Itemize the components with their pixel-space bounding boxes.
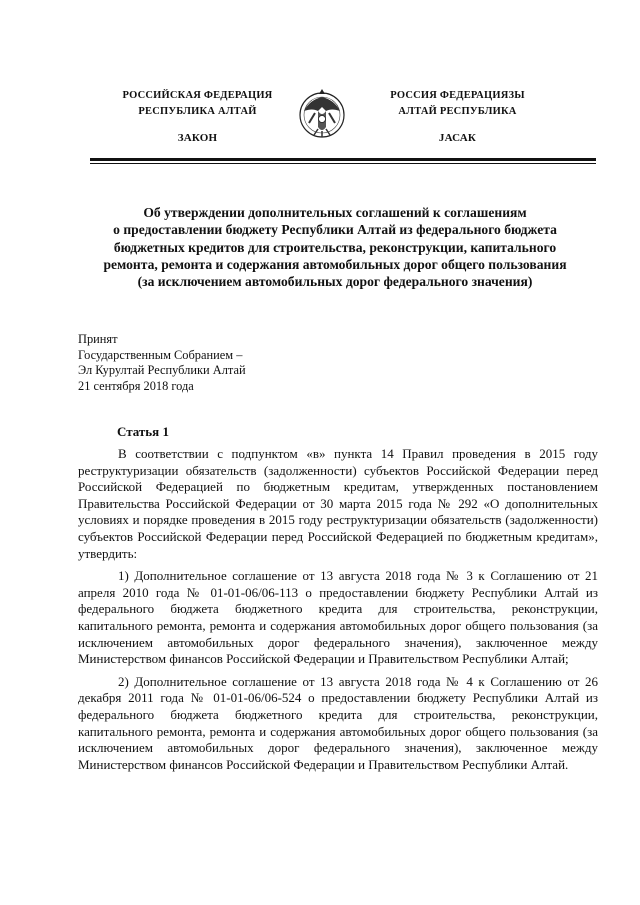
title-line: Об утверждении дополнительных соглашений к соглашениям — [143, 205, 527, 220]
title-line: ремонта, ремонта и содержания автомобильных дорог общего пользования — [103, 256, 567, 272]
adoption-line: Принят — [78, 332, 118, 346]
header-left — [110, 88, 285, 146]
title-line: бюджетных кредитов для строительства, реконструкции, капитального — [113, 239, 557, 255]
article-heading: Статья 1 — [117, 424, 169, 439]
header-left-line-2: РЕСПУБЛИКА АЛТАЙ — [138, 106, 257, 117]
header-right-line-1: РОССИЯ ФЕДЕРАЦИЯЗЫ — [390, 90, 525, 101]
title-line: (за исключением автомобильных дорог федерального значения) — [137, 274, 533, 290]
article-body — [78, 446, 598, 779]
adoption-block — [78, 332, 246, 394]
coat-of-arms-icon — [296, 83, 348, 143]
header-divider-thin — [90, 163, 596, 164]
header-left-law: ЗАКОН — [177, 132, 218, 144]
header-right-line-2: АЛТАЙ РЕСПУБЛИКА — [398, 106, 517, 117]
title-line: о предоставлении бюджету Республики Алтай из федерального бюджета — [113, 222, 557, 238]
header-left-line-1: РОССИЙСКАЯ ФЕДЕРАЦИЯ — [122, 90, 273, 101]
adoption-line: Эл Курултай Республики Алтай — [78, 363, 246, 377]
adoption-date: 21 сентября 2018 года — [78, 378, 194, 393]
article-paragraph: 2) Дополнительное соглашение от 13 августа 2018 года № 4 к Соглашению от 26 декабря 2011 года № 01-01-06/06-524 о предоставлении бюджету Республики Алтай из федерального бюджета бюджетного кредита для строительства, реконструкции, капитального ремонта, ремонта и содержания автомобильных дорог общего пользования (за исключением автомобильных дорог федерального значения), заключенное между Министерством финансов Российской Федерации и Правительством Республики Алтай. — [78, 673, 598, 772]
header-right-law: JАСАК — [438, 132, 477, 144]
adoption-line: Государственным Собранием – — [78, 347, 243, 362]
header-right — [365, 88, 550, 146]
article-paragraph: В соответствии с подпунктом «в» пункта 14 Правил проведения в 2015 году реструктуризации обязательств (задолженности) субъектов Российской Федерации перед Российской Федерацией по бюджетным кредитам, утвержденных постановлением Правительства Российской Федерации от 30 марта 2015 года № 292 «О дополнительных условиях и порядке проведения в 2015 году реструктуризации обязательств (задолженности) субъектов Российской Федерации перед Российской Федерацией по бюджетным кредитам», утвердить: — [78, 446, 598, 561]
header-divider-thick — [90, 158, 596, 161]
law-title — [70, 204, 600, 290]
article-paragraph: 1) Дополнительное соглашение от 13 августа 2018 года № 3 к Соглашению от 21 апреля 2010 года № 01-01-06/06-113 о предоставлении бюджету Республики Алтай из федерального бюджета бюджетного кредита для строительства, реконструкции, капитального ремонта, ремонта и содержания автомобильных дорог общего пользования (за исключением автомобильных дорог федерального значения), заключенное между Министерством финансов Российской Федерации и Правительством Республики Алтай; — [78, 568, 598, 667]
